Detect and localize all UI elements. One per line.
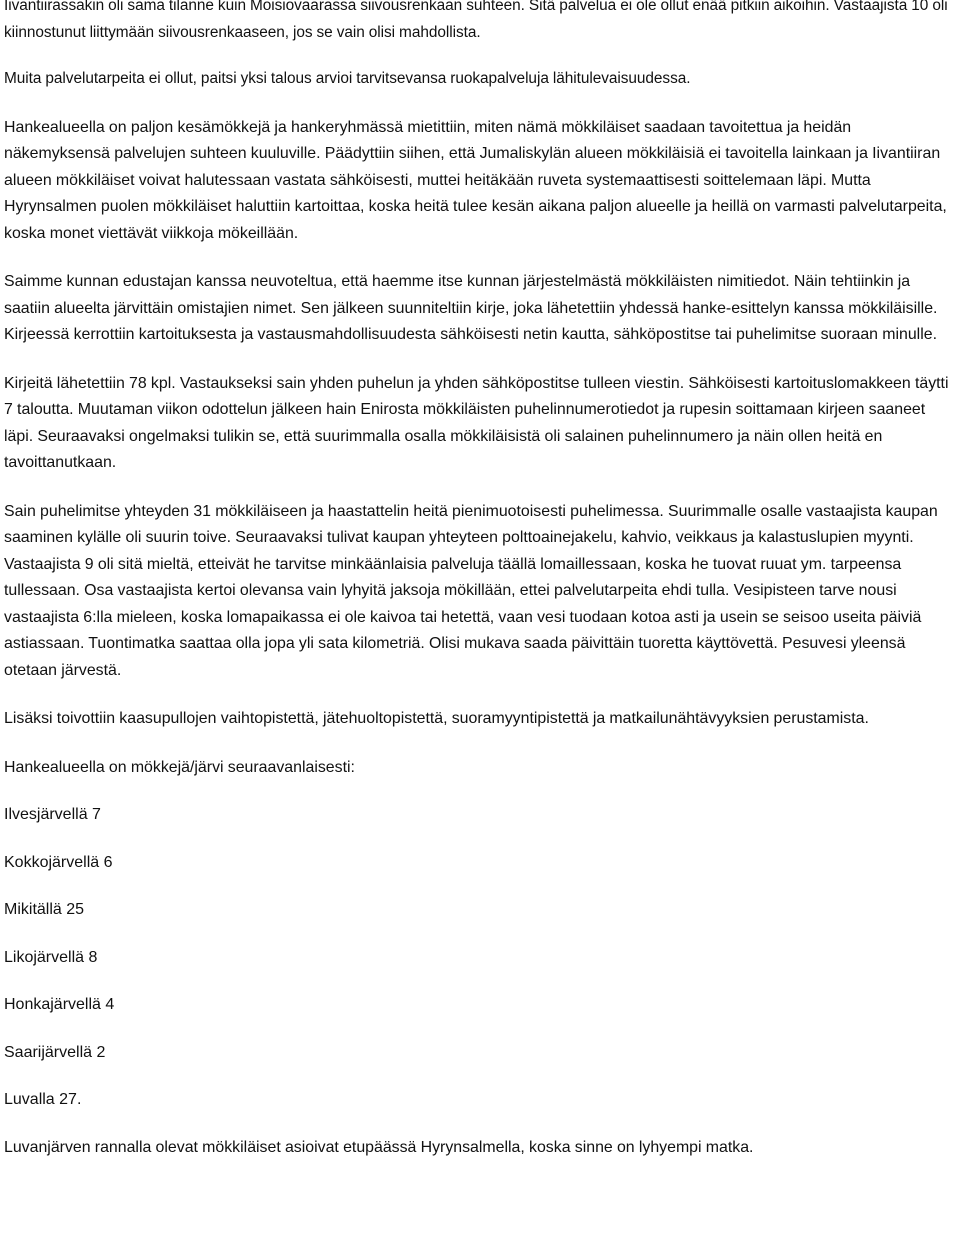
list-item: Ilvesjärvellä 7 [4, 806, 101, 823]
paragraph: Saimme kunnan edustajan kanssa neuvoteltua, että haemme itse kunnan järjestelmästä mökkiläisten nimitiedot. Näin tehtiinkin ja saatiin alueelta järvittäin omistajien nimet. Sen jälkeen suunniteltiin kirje, joka lähetettiin yhdessä hanke-esittelyn kanssa mökkiläisille. Kirjeessä kerrottiin kartoituksesta ja vastausmahdollisuudesta sähköisesti netin kautta, sähköpostitse tai puhelimitse suoraan minulle. [4, 273, 938, 343]
paragraph: Kirjeitä lähetettiin 78 kpl. Vastaukseksi sain yhden puhelun ja yhden sähköpostitse tulleen viestin. Sähköisesti kartoituslomakkeen täytti 7 taloutta. Muutaman viikon odottelun jälkeen hain Enirosta mökkiläisten puhelinnumerotiedot ja rupesin soittamaan kirjeen saaneet läpi. Seuraavaksi ongelmaksi tulikin se, että suurimmalla osalla mökkiläisistä oli salainen puhelinnumero ja näin ollen heitä en tavoittanutkaan. [4, 374, 949, 471]
closing-paragraph: Luvanjärven rannalla olevat mökkiläiset asioivat etupäässä Hyrynsalmella, koska sinne on lyhyempi matka. [4, 1138, 754, 1156]
document-page [4, 0, 956, 1161]
paragraph: Hankealueella on paljon kesämökkejä ja hankeryhmässä mietittiin, miten nämä mökkiläiset saadaan tavoitettua ja heidän näkemyksensä palvelujen suhteen kuuluville. Päädyttiin siihen, että Jumaliskylän alueen mökkiläisiä ei tavoitella lainkaan ja Iivantiiran alueen mökkiläiset voivat halutessaan vastata sähköisesti, muttei heitäkään ruveta systemaattisesti soittelemaan läpi. Mutta Hyrynsalmen puolen mökkiläiset haluttiin kartoittaa, koska heitä tulee kesän aikana paljon alueelle ja heillä on varmasti palvelutarpeita, koska monet viettävät viikkoja mökeillään. [4, 118, 947, 242]
list-item: Mikitällä 25 [4, 901, 85, 918]
list-item: Saarijärvellä 2 [4, 1043, 106, 1061]
main-section [4, 115, 956, 782]
list-item: Luvalla 27. [4, 1091, 82, 1108]
paragraph: Muita palvelutarpeita ei ollut, paitsi yksi talous arvioi tarvitsevansa ruokapalveluja lähitulevaisuudessa. [4, 70, 691, 87]
paragraph: Iivantiirassakin oli sama tilanne kuin Moisiovaarassa siivousrenkaan suhteen. Sitä palvelua ei ole ollut enää pitkiin aikoihin. Vastaajista 10 oli kiinnostunut liittymään siivousrenkaaseen, jos se vain olisi mahdollista. [4, 0, 948, 41]
paragraph: Lisäksi toivottiin kaasupullojen vaihtopistettä, jätehuoltopistettä, suoramyyntipistettä ja matkailunähtävyyksien perustamista. [4, 710, 869, 727]
intro-section [4, 0, 956, 93]
paragraph: Sain puhelimitse yhteyden 31 mökkiläiseen ja haastattelin heitä pienimuotoisesti puhelimessa. Suurimmalle osalle vastaajista kaupan saaminen kylälle oli suurin toive. Seuraavaksi tulivat kaupan yhteyteen polttoainejakelu, kahvio, veikkaus ja kalastuslupien myynti. Vastaajista 9 oli sitä mieltä, etteivät he tarvitse minkäänlaisia palveluja täällä lomaillessaan, koska he tuovat ruuat ym. tarpeensa tullessaan. Osa vastaajista kertoi olevansa vain lyhyitä jaksoja mökillään, ettei palvelutarpeita ehdi tulla. Vesipisteen tarve nousi vastaajista 6:lla mieleen, koska lomapaikassa ei ole kaivoa tai hetettä, vaan vesi tuodaan kotoa asti ja usein se seisoo useita päiviä astiassaan. Tuontimatka saattaa olla jopa yli sata kilometriä. Olisi mukava saada päivittäin tuoretta käyttövettä. Pesuvesi yleensä otetaan järvestä. [4, 502, 938, 679]
list-item: Honkajärvellä 4 [4, 996, 115, 1013]
paragraph: Hankealueella on mökkejä/järvi seuraavanlaisesti: [4, 758, 355, 776]
lake-list [4, 802, 956, 1114]
list-item: Kokkojärvellä 6 [4, 853, 113, 871]
list-item: Likojärvellä 8 [4, 948, 98, 966]
